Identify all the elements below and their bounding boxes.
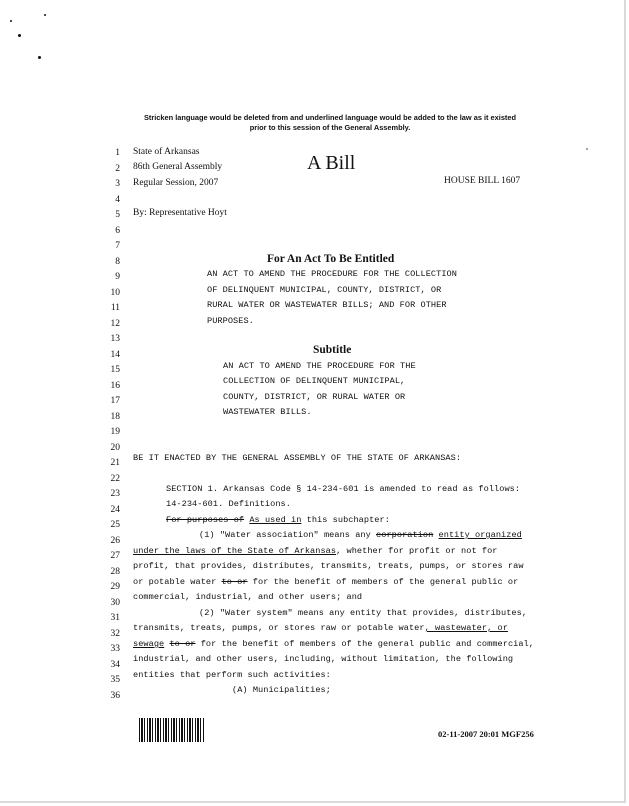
barcode-image [139, 718, 205, 742]
scan-speck [38, 56, 41, 59]
line-number: 8 [115, 256, 120, 267]
line-number: 28 [110, 566, 120, 577]
line-number: 9 [115, 272, 120, 282]
body-line-32 [133, 623, 508, 633]
line-number: 5 [115, 210, 120, 220]
sponsor: By: Representative Hoyt [133, 208, 227, 218]
stricken-notice-line-1: Stricken language would be deleted from and underlined language would be added to the law as it existed [143, 113, 517, 122]
subtitle-text-line: COLLECTION OF DELINQUENT MUNICIPAL, [223, 376, 406, 386]
session: Regular Session, 2007 [133, 178, 219, 188]
line-number: 17 [110, 396, 120, 406]
subtitle-text-line: AN ACT TO AMEND THE PROCEDURE FOR THE [223, 361, 416, 371]
line-number: 25 [110, 520, 120, 530]
line-number: 11 [110, 303, 120, 313]
inserted-text: , wastewater, or [424, 623, 508, 633]
line-number: 30 [110, 597, 120, 608]
inserted-text: entity organized [438, 530, 522, 540]
body-line-30: commercial, industrial, and other users; and [133, 592, 363, 602]
body-line-29 [133, 577, 518, 587]
scan-speck [44, 14, 46, 16]
footer-timestamp: 02-11-2007 20:01 MGF256 [438, 729, 534, 739]
line-number: 4 [115, 194, 120, 205]
stricken-text: to or [169, 639, 196, 649]
general-assembly: 86th General Assembly [133, 162, 223, 172]
line-number: 31 [110, 613, 120, 623]
scan-speck [10, 20, 12, 22]
line-number: 27 [110, 551, 120, 561]
line-number: 10 [110, 287, 120, 298]
bill-number: HOUSE BILL 1607 [444, 176, 521, 186]
line-number: 22 [110, 473, 120, 484]
act-text-line: RURAL WATER OR WASTEWATER BILLS; AND FOR OTHER [207, 300, 447, 310]
line-number: 36 [110, 690, 120, 701]
body-text: (1) "Water association" means any [199, 530, 377, 540]
body-line-36: (A) Municipalities; [232, 685, 331, 695]
body-line-28: profit, that provides, distributes, transmits, treats, pumps, or stores raw [133, 561, 524, 571]
scan-speck [586, 148, 588, 150]
body-line-26 [199, 530, 522, 540]
stricken-text: For purposes of [166, 515, 245, 525]
stricken-text: to or [221, 577, 248, 587]
act-text-line: PURPOSES. [207, 316, 254, 326]
line-number: 19 [110, 427, 120, 437]
body-text: this subchapter: [301, 515, 390, 525]
body-text: transmits, treats, pumps, or stores raw or potable water [133, 623, 425, 633]
act-title: For An Act To Be Entitled [267, 253, 395, 265]
stricken-text: corporation [376, 530, 434, 540]
line-number: 16 [110, 380, 120, 391]
section-heading-line: SECTION 1. Arkansas Code § 14-234-601 is amended to read as follows: [166, 484, 521, 494]
line-number: 15 [110, 365, 120, 375]
body-text: or potable water [133, 577, 222, 587]
stricken-notice-line-2: prior to this session of the General Assembly. [249, 123, 411, 132]
line-number: 26 [110, 535, 120, 546]
inserted-text: As used in [249, 515, 302, 525]
line-number: 7 [115, 241, 120, 251]
act-text-line: OF DELINQUENT MUNICIPAL, COUNTY, DISTRICT, OR [207, 285, 442, 295]
line-number: 1 [115, 148, 120, 158]
body-line-25 [166, 515, 390, 525]
enacting-clause: BE IT ENACTED BY THE GENERAL ASSEMBLY OF THE STATE OF ARKANSAS: [133, 453, 462, 463]
line-number: 14 [110, 349, 120, 360]
line-number: 35 [110, 675, 120, 685]
state-name: State of Arkansas [133, 147, 200, 157]
act-text-line: AN ACT TO AMEND THE PROCEDURE FOR THE COLLECTION [207, 269, 457, 279]
line-number: 24 [110, 504, 120, 515]
inserted-text: under the laws of the State of Arkansas [133, 546, 337, 556]
body-line-33 [133, 639, 534, 649]
line-number: 33 [110, 644, 120, 654]
subtitle-text-line: COUNTY, DISTRICT, OR RURAL WATER OR [223, 392, 406, 402]
body-text: for the benefit of members of the general public or [247, 577, 519, 587]
line-number: 23 [110, 489, 120, 499]
body-text: for the benefit of members of the general public and commercial, [195, 639, 534, 649]
line-number: 2 [115, 163, 120, 174]
line-number: 13 [110, 334, 120, 344]
scan-speck [18, 34, 21, 37]
line-number: 32 [110, 628, 120, 639]
body-line-35: entities that perform such activities: [133, 670, 331, 680]
body-line-31: (2) "Water system" means any entity that provides, distributes, [199, 608, 528, 618]
line-number: 29 [110, 582, 120, 592]
subtitle-text-line: WASTEWATER BILLS. [223, 407, 312, 417]
body-line-27 [133, 546, 498, 556]
line-number: 18 [110, 411, 120, 422]
line-number: 21 [110, 458, 120, 468]
body-line-34: industrial, and other users, including, without limitation, the following [133, 654, 514, 664]
line-number: 20 [110, 442, 120, 453]
line-number: 34 [110, 659, 120, 670]
inserted-text: sewage [133, 639, 165, 649]
subtitle-heading: Subtitle [313, 344, 352, 356]
line-number: 12 [110, 318, 120, 329]
line-number: 6 [115, 225, 120, 236]
code-section-title: 14-234-601. Definitions. [166, 499, 291, 509]
line-number: 3 [115, 179, 120, 189]
body-text: , whether for profit or not for [336, 546, 498, 556]
doc-type-title: A Bill [307, 152, 356, 174]
